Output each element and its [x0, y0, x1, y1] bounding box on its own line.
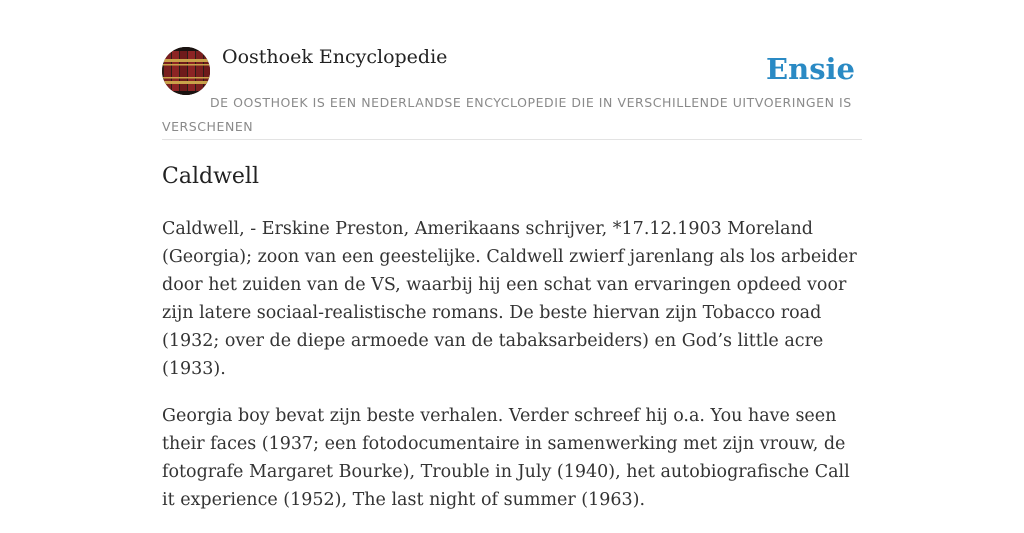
article-paragraph: Caldwell, - Erskine Preston, Amerikaans schrijver, *17.12.1903 Moreland (Georgia); zoon van een geestelijke. Caldwell zwierf jarenlang als los arbeider door het zuiden van de VS, waarbij hij een schat van ervaringen opdeed voor zijn latere sociaal-realistische romans. De beste hiervan zijn Tobacco road (1932; over de diepe armoede van de tabaksarbeiders) en God’s little acre (1933).	[162, 219, 857, 379]
site-tagline: DE OOSTHOEK IS EEN NEDERLANDSE ENCYCLOPEDIE DIE IN VERSCHILLENDE UITVOERINGEN IS VERSCHENEN	[162, 95, 852, 134]
article-paragraph: Georgia boy bevat zijn beste verhalen. Verder schreef hij o.a. You have seen their faces (1937; een fotodocumentaire in samenwerking met zijn vrouw, de fotografe Margaret Bourke), Trouble in July (1940), het autobiografische Call it experience (1952), The last night of summer (1963).	[162, 406, 850, 510]
site-name[interactable]: Oosthoek Encyclopedie	[222, 46, 448, 68]
header-divider	[162, 139, 862, 140]
page-title: Caldwell	[162, 164, 259, 189]
encyclopedia-books-icon[interactable]	[162, 47, 210, 95]
article-body	[162, 215, 867, 533]
brand-logo[interactable]: Ensie	[766, 52, 855, 86]
